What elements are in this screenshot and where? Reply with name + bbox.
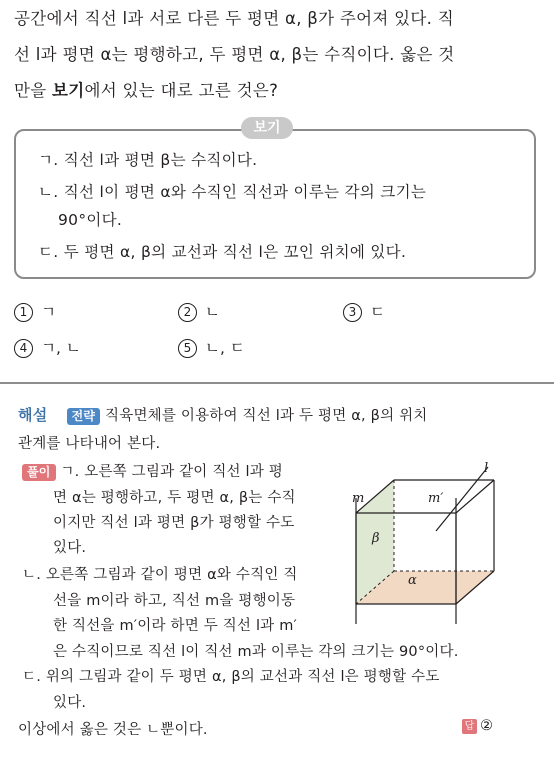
explain-line-7: 한 직선을 m′이라 하면 두 직선 l과 m′ xyxy=(53,618,298,634)
choice-text: ㄷ xyxy=(370,303,385,321)
choice-number: 2 xyxy=(178,303,197,322)
label-l: l xyxy=(484,461,489,476)
question-line-3 xyxy=(14,76,540,106)
choice-number: 3 xyxy=(343,303,362,322)
label-beta: β xyxy=(372,531,380,546)
explain-text: ㄱ. 오른쪽 그림과 같이 직선 l과 평 xyxy=(60,464,283,480)
explain-line-10: 있다. xyxy=(53,695,87,711)
explain-line-6: 선을 m이라 하고, 직선 m을 평행이동 xyxy=(53,593,296,609)
conclusion: 이상에서 옳은 것은 ㄴ뿐이다. xyxy=(18,722,208,738)
choice-number: 5 xyxy=(178,339,197,358)
answer-icon: 답 xyxy=(462,719,477,734)
bogi-tag: 보기 xyxy=(241,117,293,139)
choice-text: ㄴ xyxy=(205,303,220,321)
bogi-item-2: ㄴ. 직선 l이 평면 α와 수직인 직선과 이루는 각의 크기는 xyxy=(38,183,427,201)
choice-5[interactable] xyxy=(178,336,245,358)
explain-line-9: ㄷ. 위의 그림과 같이 두 평면 α, β의 교선과 직선 l은 평행할 수도 xyxy=(22,669,440,685)
question-line-3-post: 에서 있는 대로 고른 것은? xyxy=(84,81,279,100)
choice-number: 4 xyxy=(14,339,33,358)
answer-value: ② xyxy=(480,718,494,734)
strategy-text: 직육면체를 이용하여 직선 l과 두 평면 α, β의 위치 xyxy=(105,408,428,424)
strategy-line-1 xyxy=(18,404,428,425)
bogi-reference: 보기 xyxy=(52,81,85,100)
explain-line-3: 이지만 직선 l과 평면 β가 평행할 수도 xyxy=(53,515,295,531)
bogi-item-1: ㄱ. 직선 l과 평면 β는 수직이다. xyxy=(38,151,258,169)
explain-line-8: 은 수직이므로 직선 l이 직선 m과 이루는 각의 크기는 90°이다. xyxy=(53,644,459,660)
bogi-item-3: ㄷ. 두 평면 α, β의 교선과 직선 l은 꼬인 위치에 있다. xyxy=(38,243,407,261)
bogi-item-2-cont: 90°이다. xyxy=(58,211,123,229)
choice-3[interactable] xyxy=(343,300,385,322)
question-line-2: 선 l과 평면 α는 평행하고, 두 평면 α, β는 수직이다. 옳은 것 xyxy=(14,45,455,64)
choice-4[interactable] xyxy=(14,336,81,358)
label-m-prime: m′ xyxy=(428,491,444,506)
choice-2[interactable] xyxy=(178,300,220,322)
cube-figure xyxy=(346,458,546,630)
explain-tag: 풀이 xyxy=(22,464,56,481)
explain-line-2: 면 α는 평행하고, 두 평면 α, β는 수직 xyxy=(53,490,296,506)
choice-number: 1 xyxy=(14,303,33,322)
question-line-3-pre: 만을 xyxy=(14,81,53,100)
label-alpha: α xyxy=(408,573,417,588)
question-line-1: 공간에서 직선 l과 서로 다른 두 평면 α, β가 주어져 있다. 직 xyxy=(14,9,454,28)
strategy-line-2: 관계를 나타내어 본다. xyxy=(18,436,161,452)
choice-text: ㄴ, ㄷ xyxy=(205,339,245,357)
explain-line-1 xyxy=(22,460,283,481)
explain-line-5: ㄴ. 오른쪽 그림과 같이 평면 α와 수직인 직 xyxy=(22,567,298,583)
choice-1[interactable] xyxy=(14,300,56,322)
choice-text: ㄱ, ㄴ xyxy=(41,339,81,357)
strategy-tag: 전략 xyxy=(67,408,101,425)
answer xyxy=(462,718,493,734)
line-l xyxy=(436,467,488,531)
choice-text: ㄱ xyxy=(41,303,56,321)
solution-header: 해설 xyxy=(18,406,48,424)
section-divider xyxy=(0,382,554,384)
explain-line-4: 있다. xyxy=(53,540,87,556)
label-m: m xyxy=(352,491,365,506)
